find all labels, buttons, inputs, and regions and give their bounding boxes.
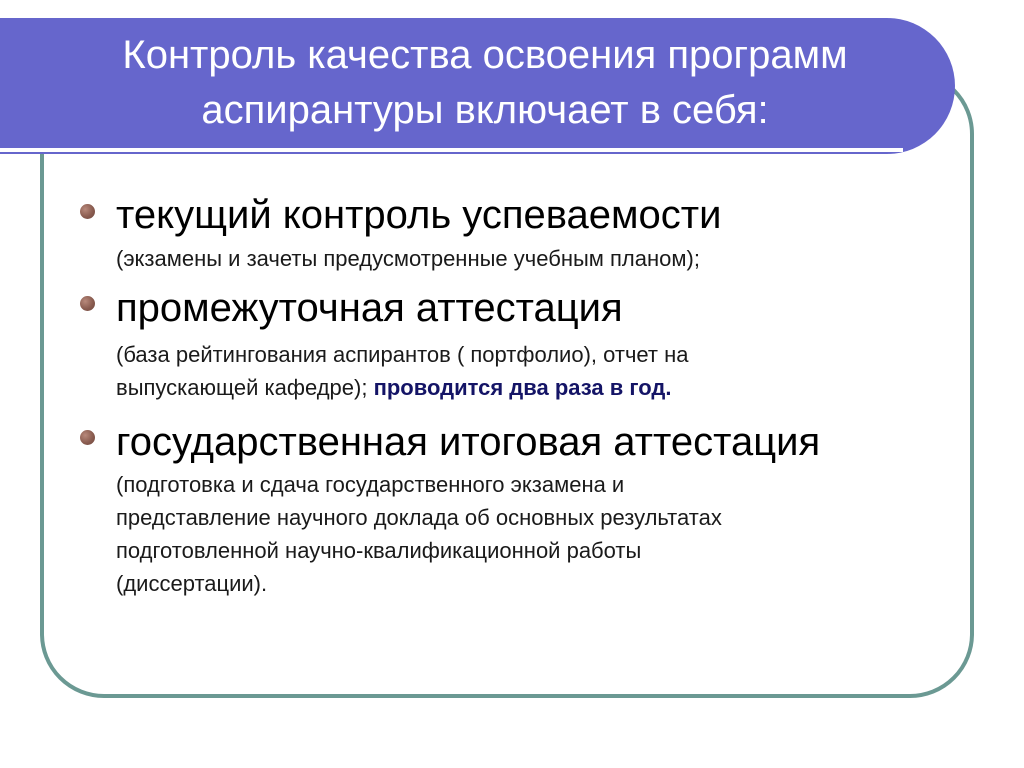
slide-title-line-2: аспирантуры включает в себя: — [201, 88, 769, 132]
list-item-heading: государственная итоговая аттестация — [116, 420, 821, 464]
detail-line: (диссертации). — [116, 571, 268, 596]
bullet-dot-icon — [80, 296, 95, 311]
detail-line: (база рейтингования аспирантов ( портфолио), отчет на — [116, 342, 689, 367]
detail-line: выпускающей кафедре); — [116, 375, 368, 400]
list-item-heading: текущий контроль успеваемости — [116, 193, 722, 237]
slide-title-line-1: Контроль качества освоения программ — [122, 33, 848, 77]
detail-line: (подготовка и сдача государственного экзамена и — [116, 472, 625, 497]
list-item-detail — [116, 468, 722, 600]
detail-line: представление научного доклада об основных результатах — [116, 505, 722, 530]
detail-bold-emphasis: проводится два раза в год. — [373, 375, 672, 400]
detail-line: подготовленной научно-квалификационной работы — [116, 538, 642, 563]
list-item-detail — [116, 338, 689, 404]
bullet-dot-icon — [80, 204, 95, 219]
bullet-dot-icon — [80, 430, 95, 445]
list-item-heading: промежуточная аттестация — [116, 286, 623, 330]
list-item-detail: (экзамены и зачеты предусмотренные учебным планом); — [116, 246, 700, 271]
